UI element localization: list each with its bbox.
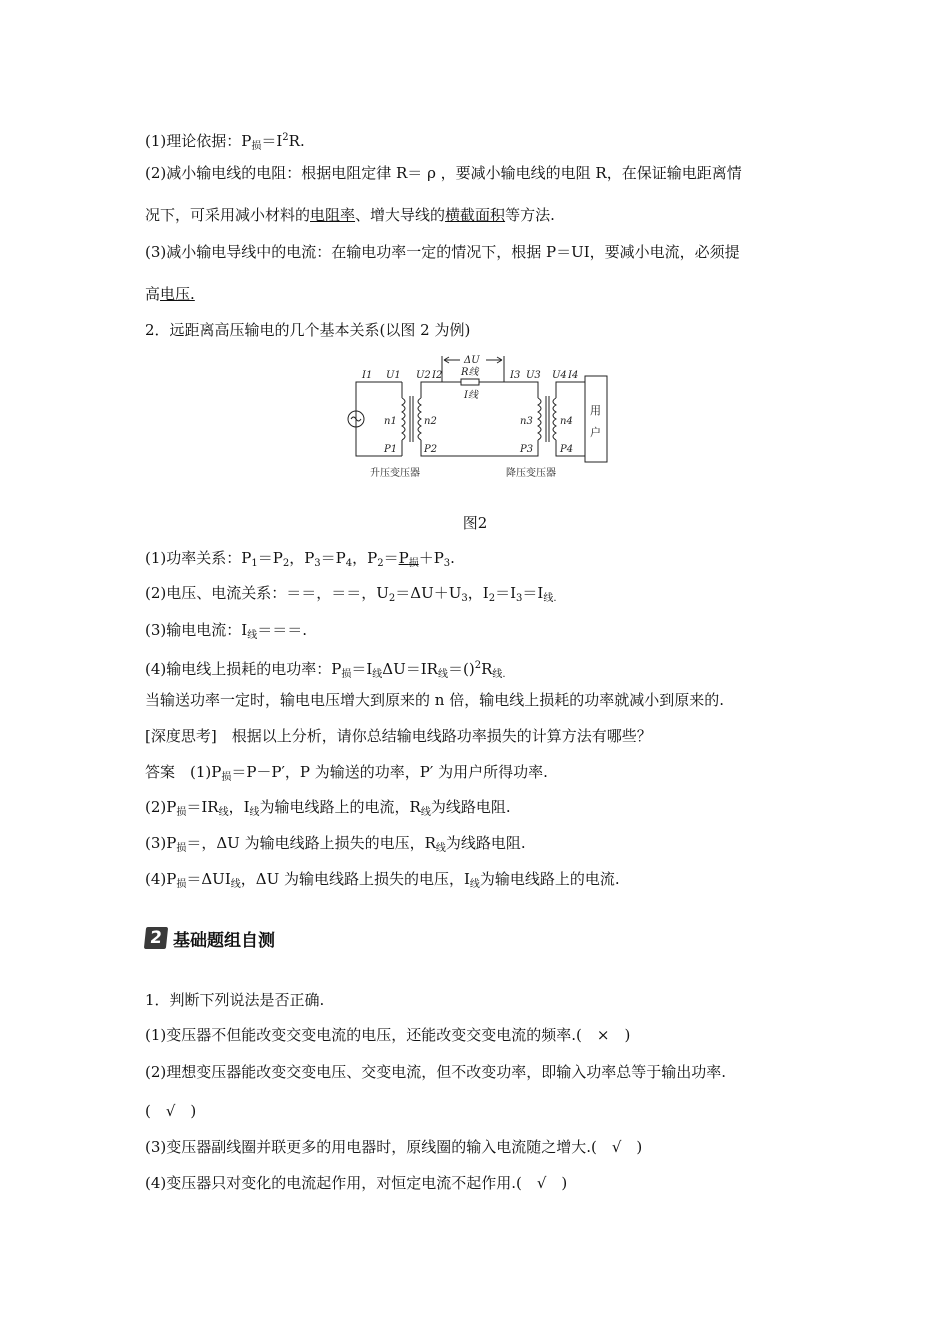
text-line: (3)减小输电导线中的电流：在输电功率一定的情况下，根据 P＝UI，要减小电流，必须提: [145, 243, 740, 261]
label-P2: P2: [424, 444, 438, 455]
text-line: (1)理论依据：$P_损=I^2R$.: [145, 132, 305, 152]
text-line: (2)减小输电线的电阻：根据电阻定律 R＝ ρ ，要减小输电线的电阻 R，在保证输电距离情: [145, 164, 742, 182]
primary-coil-3: [538, 398, 541, 440]
primary-coil-1: [402, 398, 405, 440]
text-line: 当输送功率一定时，输电电压增大到原来的 n 倍，输电线上损耗的功率就减小到原来的.: [145, 691, 724, 709]
label-U2: U2: [416, 370, 431, 381]
line-resistor: [461, 379, 479, 385]
figure-caption: 图2: [462, 514, 488, 532]
section-title: 2．远距离高压输电的几个基本关系(以图 2 为例): [145, 321, 471, 339]
label-U4: U4: [552, 370, 567, 381]
label-n3: n3: [520, 416, 533, 427]
label-P1: P1: [384, 444, 398, 455]
label-I3: I3: [510, 370, 521, 381]
user-load-box: [585, 376, 607, 462]
label-I-line: I线: [464, 390, 478, 401]
text-line: 高电压.: [145, 285, 195, 303]
text-line: (2)电压、电流关系：＝＝，＝＝，$U_2=\Delta U+U_3$，$I_2=I_3=I_{线.}$: [145, 584, 557, 604]
deep-thinking: [深度思考] 根据以上分析，请你总结输电线路功率损失的计算方法有哪些？: [145, 727, 652, 745]
label-step-down: 降压变压器: [506, 468, 556, 479]
label-user: 户: [590, 426, 601, 439]
section-heading-title: 基础题组自测: [173, 930, 275, 951]
section-heading: [145, 926, 275, 950]
label-n4: n4: [560, 416, 573, 427]
quiz-item: (2)理想变压器能改变交变电压、交变电流，但不改变功率，即输入功率总等于输出功率.: [145, 1063, 727, 1081]
text-line: 况下，可采用减小材料的电阻率、增大导线的横截面积等方法.: [145, 206, 555, 224]
transmission-circuit-diagram: [340, 348, 610, 488]
label-I4: I4: [568, 370, 579, 381]
answer-line: 答案 $(1)P_损=P-P'$，P 为输送的功率，P′ 为用户所得功率.: [145, 763, 548, 783]
label-P3: P3: [520, 444, 534, 455]
quiz-item: (3)变压器副线圈并联更多的用电器时，原线圈的输入电流随之增大.( √ ): [145, 1138, 643, 1156]
wire: [421, 382, 461, 398]
label-U3: U3: [526, 370, 541, 381]
label-I1: I1: [362, 370, 373, 381]
label-I2: I2: [432, 370, 443, 381]
label-n1: n1: [384, 416, 397, 427]
wire: [556, 382, 585, 398]
answer-line: $(4)P_损=\Delta UI_线$，ΔU 为输电线路上损失的电压，$I_线$为输电线路上的电流.: [145, 870, 620, 890]
quiz-item-answer: ( √ ): [145, 1102, 197, 1120]
label-n2: n2: [424, 416, 437, 427]
label-delta-U: ΔU: [464, 355, 480, 366]
text-line: (1)功率关系：$P_1=P_2$，$P_3=P_4$，$P_2=P_损+P_3$.: [145, 549, 455, 569]
label-user: 用: [590, 404, 601, 417]
quiz-item: (1)变压器不但能改变交变电流的电压，还能改变交变电流的频率.( × ): [145, 1026, 631, 1044]
answer-line: $(3)P_损=$，ΔU 为输电线路上损失的电压，$R_线$为线路电阻.: [145, 834, 526, 854]
text-line: (4)输电线上损耗的电功率：$P_损=I_线\Delta U=IR_线=()^2R_{线.}$: [145, 660, 506, 680]
secondary-coil-2: [418, 398, 421, 440]
label-U1: U1: [386, 370, 401, 381]
secondary-coil-4: [553, 398, 556, 440]
label-P4: P4: [560, 444, 574, 455]
label-step-up: 升压变压器: [370, 468, 420, 479]
section-number-badge: 2: [144, 927, 168, 949]
answer-line: $(2)P_损=IR_线$，$I_线$为输电线路上的电流，$R_线$为线路电阻.: [145, 798, 511, 818]
quiz-intro: 1．判断下列说法是否正确.: [145, 991, 325, 1009]
text-line: (3)输电电流：$I_线===$.: [145, 621, 307, 641]
label-R-line: R线: [461, 367, 479, 378]
wire: [479, 382, 538, 398]
quiz-item: (4)变压器只对变化的电流起作用，对恒定电流不起作用.( √ ): [145, 1174, 568, 1192]
